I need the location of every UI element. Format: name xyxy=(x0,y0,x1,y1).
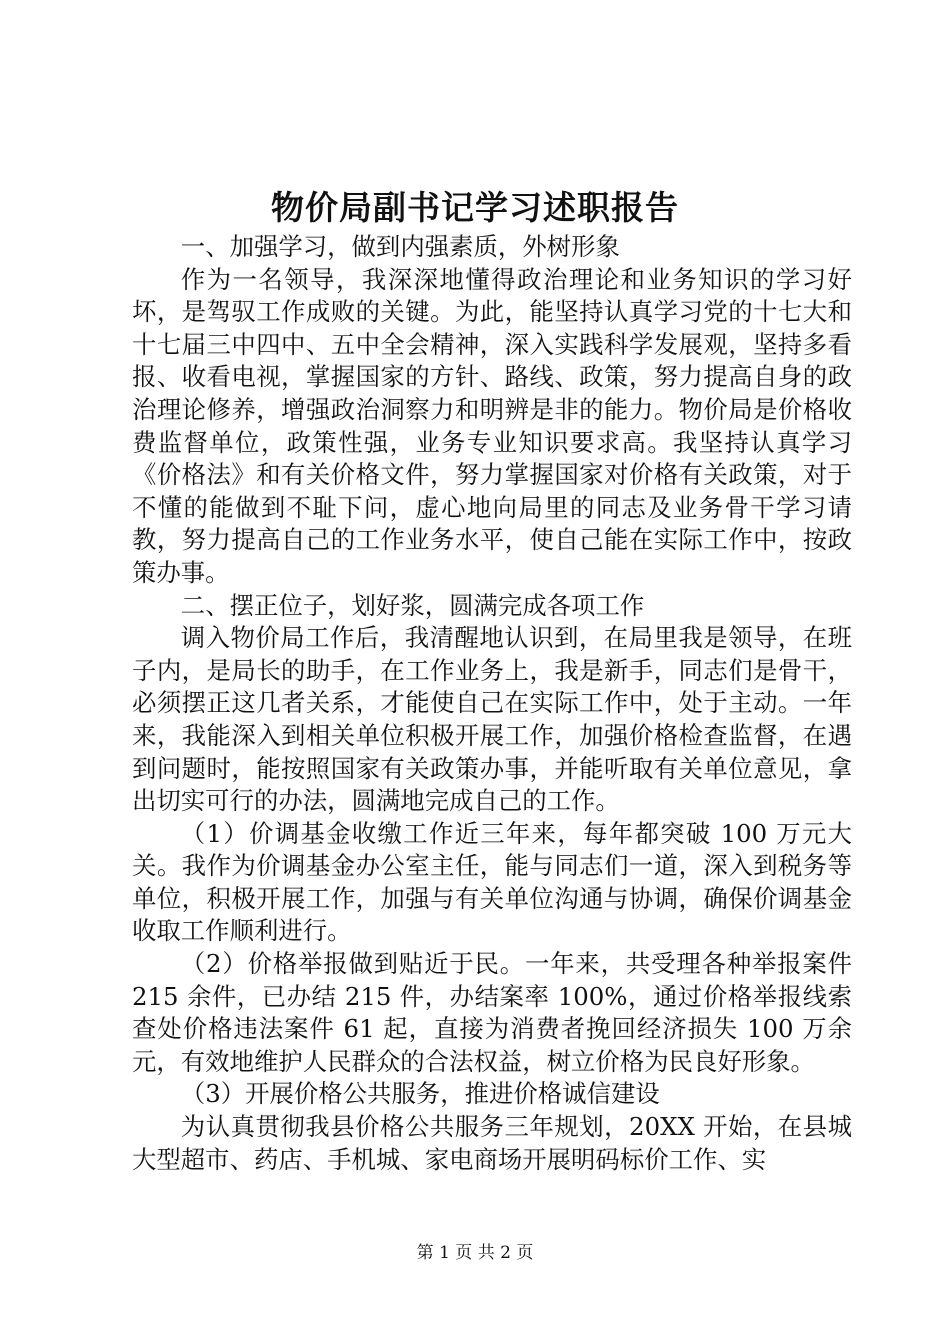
subsection-heading-3: （3）开展价格公共服务，推进价格诚信建设 xyxy=(180,1079,660,1109)
paragraph: （2）价格举报做到贴近于民。一年来，共受理各种举报案件 215 余件，已办结 215 件，办结案率 100%，通过价格举报线索查处价格违法案件 61 起，直接为消费者挽回经济损失 100 万余元，有效地维护人民群众的合法权益，树立价格为民良好形象。 xyxy=(132,949,852,1076)
page-footer: 第 1 页 共 2 页 xyxy=(416,1243,534,1263)
section-heading-2: 二、摆正位子，划好浆，圆满完成各项工作 xyxy=(180,590,645,620)
document-title: 物价局副书记学习述职报告 xyxy=(271,188,679,227)
section-heading-1: 一、加强学习，做到内强素质，外树形象 xyxy=(180,232,620,261)
document-body xyxy=(132,231,852,1176)
paragraph: （1）价调基金收缴工作近三年来，每年都突破 100 万元大关。我作为价调基金办公室主任，能与同志们一道，深入到税务等单位，积极开展工作，加强与有关单位沟通与协调，确保价调基金收取工作顺利进行。 xyxy=(132,818,852,946)
paragraph: 作为一名领导，我深深地懂得政治理论和业务知识的学习好坏，是驾驭工作成败的关键。为此，能坚持认真学习党的十七大和十七届三中四中、五中全会精神，深入实践科学发展观，坚持多看报、收看电视，掌握国家的方针、路线、政策，努力提高自身的政治理论修养，增强政治洞察力和明辨是非的能力。物价局是价格收费监督单位，政策性强，业务专业知识要求高。我坚持认真学习《价格法》和有关价格文件，努力掌握国家对价格有关政策，对于不懂的能做到不耻下问，虚心地向局里的同志及业务骨干学习请教，努力提高自己的工作业务水平，使自己能在实际工作中，按政策办事。 xyxy=(132,264,852,587)
paragraph: 为认真贯彻我县价格公共服务三年规划，20XX 开始，在县城大型超市、药店、手机城、家电商场开展明码标价工作、实 xyxy=(132,1112,852,1174)
paragraph: 调入物价局工作后，我清醒地认识到，在局里我是领导，在班子内，是局长的助手，在工作业务上，我是新手，同志们是骨干，必须摆正这几者关系，才能使自己在实际工作中，处于主动。一年来，我能深入到相关单位积极开展工作，加强价格检查监督，在遇到问题时，能按照国家有关政策办事，并能听取有关单位意见，拿出切实可行的办法，圆满地完成自己的工作。 xyxy=(132,623,852,816)
